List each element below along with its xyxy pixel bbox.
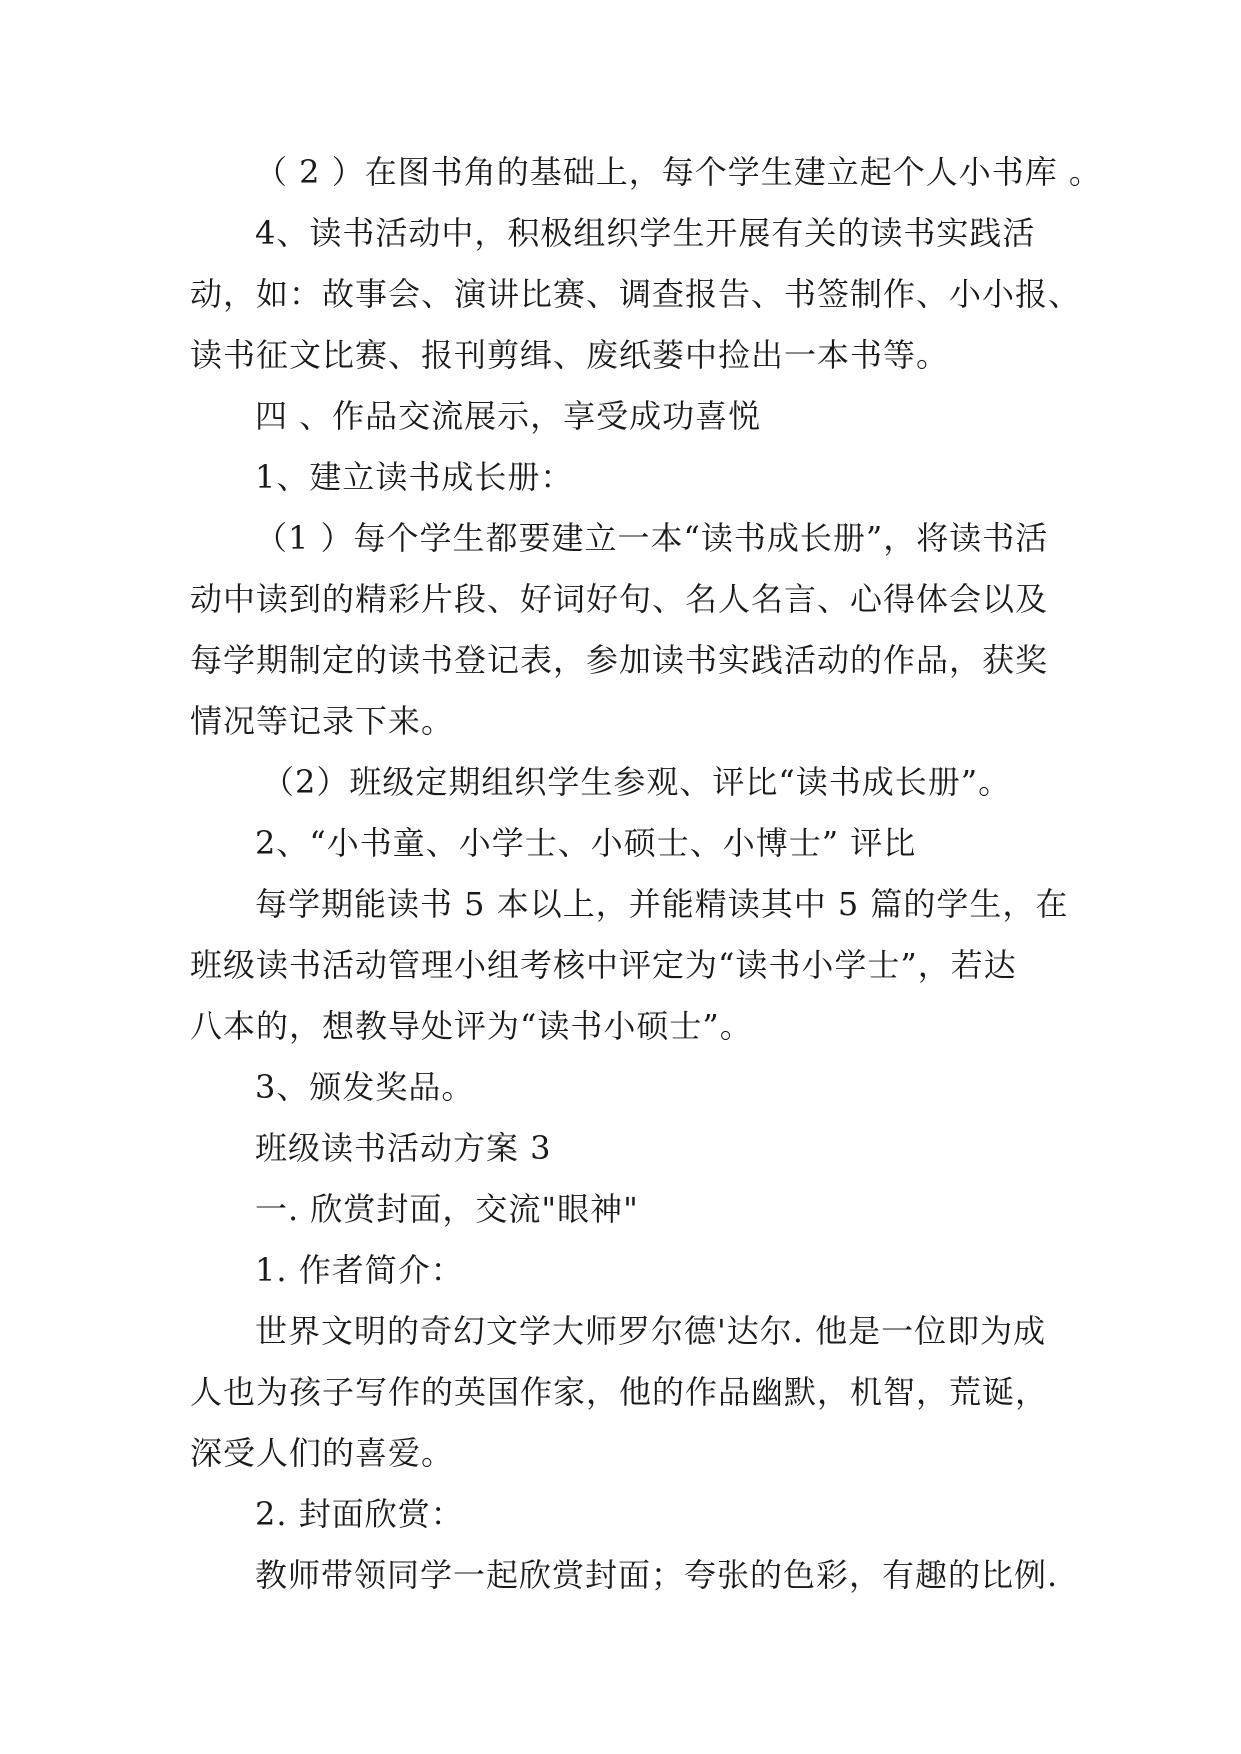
paragraph-line: 世界文明的奇幻文学大师罗尔德'达尔. 他是一位即为成 bbox=[255, 1312, 1047, 1350]
paragraph-line: 动中读到的精彩片段、好词好句、名人名言、心得体会以及 bbox=[190, 580, 1049, 618]
paragraph-line: 读书征文比赛、报刊剪缉、废纸蒌中捡出一本书等。 bbox=[190, 336, 950, 374]
paragraph-line: 4、读书活动中，积极组织学生开展有关的读书实践活 bbox=[255, 214, 1036, 252]
paragraph-line: 情况等记录下来。 bbox=[190, 702, 455, 740]
paragraph-line: （2）班级定期组织学生参观、评比“读书成长册”。 bbox=[262, 763, 1012, 801]
subsection-heading: 1. 作者简介： bbox=[255, 1251, 464, 1289]
paragraph-line: 动，如：故事会、演讲比赛、调查报告、书签制作、小小报、 bbox=[190, 275, 1082, 313]
paragraph-line: 深受人们的喜爱。 bbox=[190, 1434, 455, 1472]
subsection-heading: 2. 封面欣赏： bbox=[255, 1495, 464, 1533]
section-heading: 一. 欣赏封面，交流"眼神" bbox=[255, 1190, 639, 1228]
paragraph-line: 班级读书活动管理小组考核中评定为“读书小学士”，若达 bbox=[190, 946, 1017, 984]
document-title: 班级读书活动方案 3 bbox=[255, 1129, 552, 1167]
paragraph-line: 教师带领同学一起欣赏封面；夸张的色彩，有趣的比例. bbox=[255, 1556, 1059, 1594]
paragraph-line: 人也为孩子写作的英国作家，他的作品幽默，机智，荒诞， bbox=[190, 1373, 1049, 1411]
subsection-heading: 2、“小书童、小学士、小硕士、小博士” 评比 bbox=[255, 824, 917, 862]
paragraph-line: （ 2 ）在图书角的基础上，每个学生建立起个人小书库 。 bbox=[255, 153, 1102, 191]
paragraph-line: 每学期制定的读书登记表，参加读书实践活动的作品，获奖 bbox=[190, 641, 1049, 679]
paragraph-line: 每学期能读书 5 本以上，并能精读其中 5 篇的学生，在 bbox=[255, 885, 1069, 923]
paragraph-line: （1 ）每个学生都要建立一本“读书成长册”，将读书活 bbox=[255, 519, 1049, 557]
paragraph-line: 八本的，想教导处评为“读书小硕士”。 bbox=[190, 1007, 753, 1045]
subsection-heading: 1、建立读书成长册： bbox=[255, 458, 574, 496]
section-heading: 四 、作品交流展示，享受成功喜悦 bbox=[255, 397, 762, 435]
subsection-heading: 3、颁发奖品。 bbox=[255, 1068, 475, 1106]
